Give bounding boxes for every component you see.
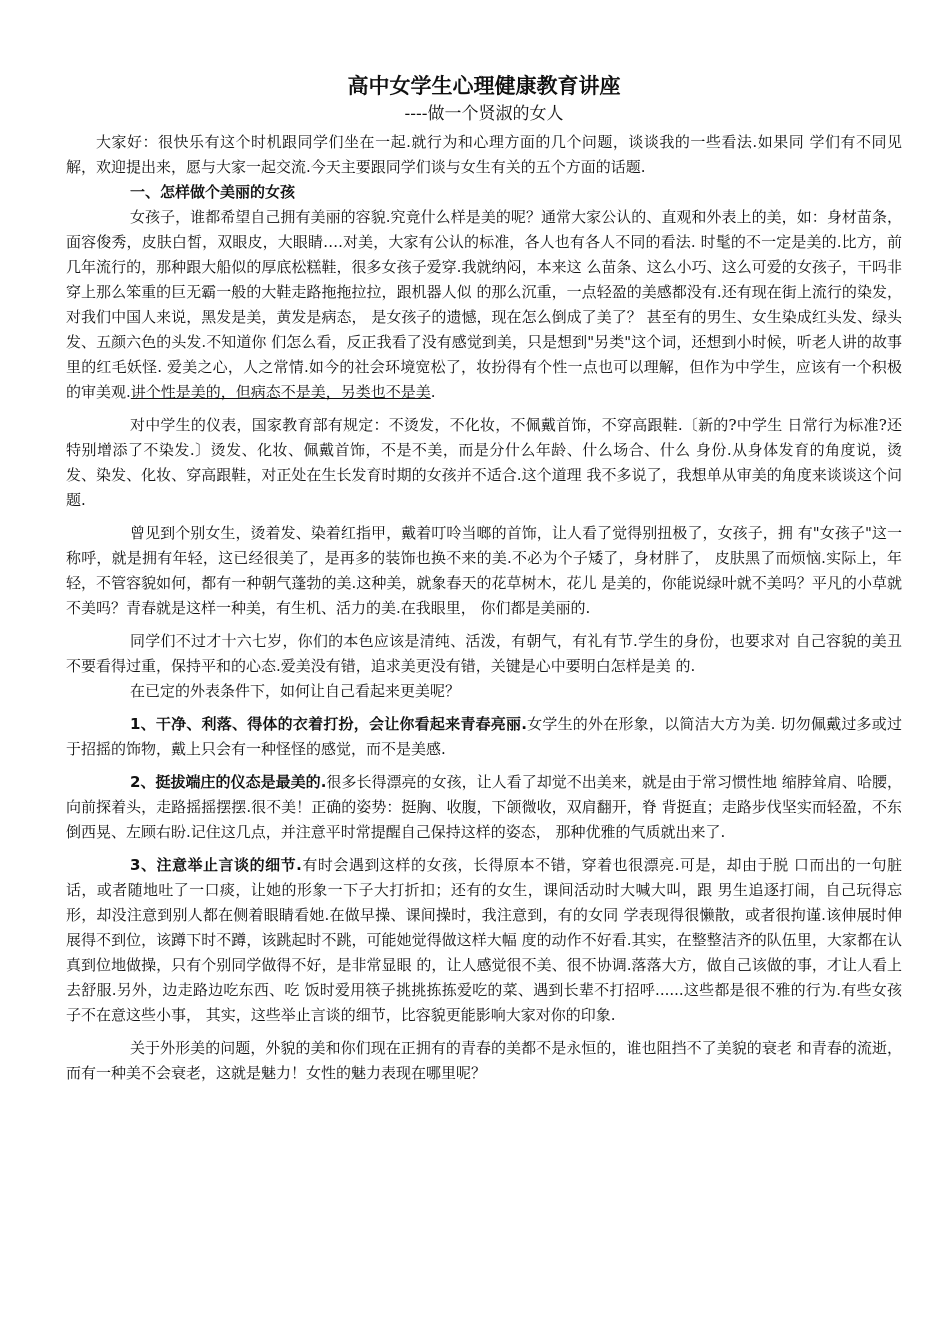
paragraph-text: 女孩子，谁都希望自己拥有美丽的容貌.究竟什么样是美的呢？通常大家公认的、直观和外表上的美，如：身材苗条，面容俊秀，皮肤白皙，双眼皮，大眼睛….对美，大家有公认的标准，各人也有各人不同的看法. 时髦的不一定是美的.比方，前几年流行的，那种跟大船似的厚底松糕鞋，很多女孩子爱穿.我就纳闷，本来这 么苗条、这么小巧、这么可爱的女孩子，干吗非穿上那么笨重的巨无霸一般的大鞋走路拖拖拉拉，跟机器人似 的那么沉重，一点轻盈的美感都没有.还有现在街上流行的染发，对我们中国人来说，黑发是美，黄发是病态， 是女孩子的遗憾，现在怎么倒成了美了？ 甚至有的男生、女生染成红头发、绿头发、五颜六色的头发.不知道你 们怎么看，反正我看了没有感觉到美，只是想到"另类"这个词，还想到小时候，听老人讲的故事里的红毛妖怪. 爱美之心，人之常情.如今的社会环境宽松了，妆扮得有个性一点也可以理解，但作为中学生，应该有一个积极 的审美观.	[66, 208, 902, 401]
underlined-text: 讲个性是美的，但病态不是美，另类也不是美	[130, 383, 431, 401]
point-1-heading: 1、干净、利落、得体的衣着打扮，会让你看起来青春亮丽.	[130, 715, 527, 733]
point-3	[66, 853, 902, 1028]
paragraph-charm: 关于外形美的问题，外貌的美和你们现在正拥有的青春的美都不是永恒的，谁也阻挡不了美貌的衰老 和青春的流逝，而有一种美不会衰老，这就是魅力！女性的魅力表现在哪里呢？	[66, 1039, 902, 1082]
document-subtitle: ----做一个贤淑的女人	[404, 104, 564, 124]
paragraph-question: 在已定的外表条件下，如何让自己看起来更美呢？	[130, 682, 461, 700]
point-2-text: 很多长得漂亮的女孩，让人看了却觉不出美来，就是由于常习惯性地 缩脖耸肩、哈腰，向前探着头，走路摇摇摆摆.很不美！正确的姿势：挺胸、收腹，下颌微收，双肩翻开，脊 背挺直；走路步伐坚实而轻盈，不东倒西晃、左顾右盼.记住这几点，并注意平时常提醒自己保持这样的姿态， 那种优雅的气质就出来了.	[66, 773, 902, 841]
point-3-text: 有时会遇到这样的女孩，长得原本不错，穿着也很漂亮.可是，却由于脱 口而出的一句脏话，或者随地吐了一口痰，让她的形象一下子大打折扣；还有的女生，课间活动时大喊大叫，跟 男生追逐打闹，自己玩得忘形，却没注意到别人都在侧着眼睛看她.在做早操、课间操时，我注意到，有的女同 学表现得很懒散，或者很拘谨.该伸展时伸展得不到位，该蹲下时不蹲，该跳起时不跳，可能她觉得做这样大幅 度的动作不好看.其实，在整整洁齐的队伍里，大家都在认真到位地做操，只有个别同学做得不好，是非常显眼 的，让人感觉很不美、很不协调.落落大方，做自己该做的事，才让人看上去舒服.另外，边走路边吃东西、吃 饭时爱用筷子挑挑拣拣爱吃的菜、遇到长辈不打招呼......这些都是很不雅的行为.有些女孩子不在意这些小事， 其实，这些举止言谈的细节，比容貌更能影响大家对你的印象.	[66, 856, 902, 1024]
point-1-text: 女学生的外在形象，以简洁大方为美. 切勿佩戴过多或过于招摇的饰物，戴上只会有一种怪怪的感觉，而不是美感.	[66, 715, 902, 758]
section-heading: 一、怎样做个美丽的女孩	[130, 183, 296, 201]
paragraph-rules: 对中学生的仪表，国家教育部有规定：不烫发，不化妆，不佩戴首饰，不穿高跟鞋.〔新的?中学生 日常行为标准?还特别增添了不染发.〕烫发、化妆、佩戴首饰，不是不美，而是分什么年龄、什么场合、什么 身份.从身体发育的角度说，烫发、染发、化妆、穿高跟鞋，对正处在生长发育时期的女孩并不适合.这个道理 我不多说了，我想单从审美的角度来谈谈这个问题.	[66, 416, 902, 509]
intro-paragraph: 大家好：很快乐有这个时机跟同学们坐在一起.就行为和心理方面的几个问题，谈谈我的一些看法.如果同 学们有不同见解，欢迎提出来，愿与大家一起交流.今天主要跟同学们谈与女生有关的五个方面的话题.	[66, 133, 902, 176]
point-3-heading: 3、注意举止言谈的细节.	[130, 856, 302, 874]
point-2-heading: 2、挺拔端庄的仪态是最美的.	[130, 773, 327, 791]
point-1	[66, 712, 902, 762]
paragraph-attitude: 同学们不过才十六七岁，你们的本色应该是清纯、活泼，有朝气，有礼有节.学生的身份，也要求对 自己容貌的美丑不要看得过重，保持平和的心态.爱美没有错，追求美更没有错，关键是心中要明白怎样是美 的.	[66, 632, 902, 675]
document-title: 高中女学生心理健康教育讲座	[347, 74, 621, 98]
paragraph-youth: 曾见到个别女生，烫着发、染着红指甲，戴着叮呤当啷的首饰，让人看了觉得别扭极了，女孩子，拥 有"女孩子"这一称呼，就是拥有年轻，这已经很美了，是再多的装饰也换不来的美.不必为个子矮了，身材胖了， 皮肤黑了而烦恼.实际上，年轻，不管容貌如何，都有一种朝气蓬勃的美.这种美，就象春天的花草树木，花儿 是美的，你能说绿叶就不美吗？平凡的小草就不美吗？青春就是这样一种美，有生机、活力的美.在我眼里， 你们都是美丽的.	[66, 524, 902, 617]
document-page	[66, 72, 902, 1086]
paragraph-beauty	[66, 205, 902, 405]
paragraph-end: .	[430, 383, 436, 401]
point-2	[66, 770, 902, 845]
